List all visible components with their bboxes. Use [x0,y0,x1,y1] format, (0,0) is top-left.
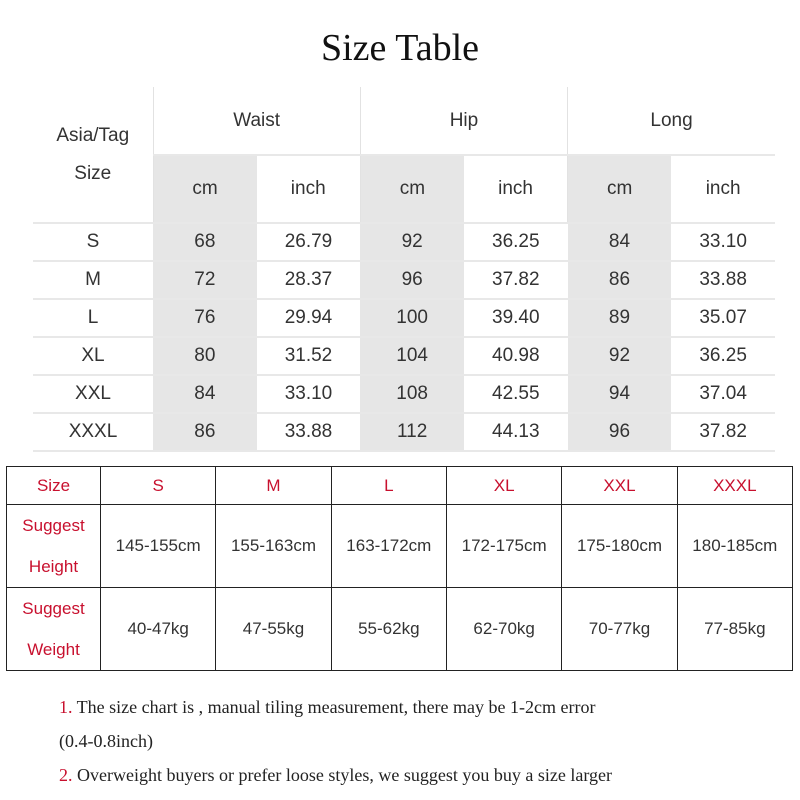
unit-header: cm [360,155,464,223]
unit-header: inch [257,155,361,223]
value-cell: 37.82 [464,261,568,299]
size-cell: XL [446,467,561,505]
label-line: Suggest [22,516,85,535]
size-cell: S [33,223,153,261]
unit-header: cm [153,155,257,223]
size-cell: XL [33,337,153,375]
label-line: Suggest [22,599,85,618]
table-row [33,413,775,451]
value-cell: 28.37 [257,261,361,299]
suggestion-table [6,466,793,671]
table-row [33,223,775,261]
value-cell: 80 [153,337,257,375]
value-cell: 36.25 [671,337,775,375]
note-number: 1. [59,697,73,717]
group-header: Hip [360,87,567,155]
value-cell: 31.52 [257,337,361,375]
value-cell: 40.98 [464,337,568,375]
size-cell: L [331,467,446,505]
value-cell: 72 [153,261,257,299]
corner-line: Size [74,162,112,184]
value-cell: 33.10 [671,223,775,261]
value-cell: 39.40 [464,299,568,337]
value-cell: 104 [360,337,464,375]
group-header: Long [568,87,775,155]
value-cell: 86 [153,413,257,451]
measurement-table [33,87,775,452]
value-cell: 89 [568,299,672,337]
value-cell: 33.88 [257,413,361,451]
value-cell: 42.55 [464,375,568,413]
size-cell: XXL [33,375,153,413]
value-cell: 92 [360,223,464,261]
table-row [33,261,775,299]
size-cell: XXL [562,467,677,505]
weight-cell: 77-85kg [677,588,792,671]
value-cell: 96 [360,261,464,299]
unit-header: inch [464,155,568,223]
value-cell: 37.82 [671,413,775,451]
label-line: Weight [27,640,80,659]
note-2 [59,758,612,792]
height-cell: 175-180cm [562,505,677,588]
value-cell: 33.88 [671,261,775,299]
weight-cell: 40-47kg [101,588,216,671]
value-cell: 26.79 [257,223,361,261]
weight-cell: 70-77kg [562,588,677,671]
value-cell: 35.07 [671,299,775,337]
value-cell: 84 [568,223,672,261]
value-cell: 29.94 [257,299,361,337]
value-cell: 33.10 [257,375,361,413]
value-cell: 100 [360,299,464,337]
note-1 [59,690,612,724]
size-label: Size [7,467,101,505]
size-cell: XXXL [677,467,792,505]
notes [59,690,612,792]
value-cell: 36.25 [464,223,568,261]
height-cell: 172-175cm [446,505,561,588]
value-cell: 68 [153,223,257,261]
table-row [33,375,775,413]
table-row [33,337,775,375]
label-line: Height [28,557,79,576]
value-cell: 94 [568,375,672,413]
value-cell: 84 [153,375,257,413]
corner-line: Asia/Tag [56,124,130,146]
weight-cell: 62-70kg [446,588,561,671]
height-cell: 180-185cm [677,505,792,588]
weight-cell: 47-55kg [216,588,331,671]
value-cell: 108 [360,375,464,413]
height-cell: 163-172cm [331,505,446,588]
size-cell: M [33,261,153,299]
unit-header: cm [568,155,672,223]
corner-header [33,87,153,223]
value-cell: 37.04 [671,375,775,413]
size-cell: M [216,467,331,505]
size-cell: L [33,299,153,337]
value-cell: 96 [568,413,672,451]
page-title: Size Table [320,27,480,69]
unit-header: inch [671,155,775,223]
weight-label [7,588,101,671]
value-cell: 44.13 [464,413,568,451]
weight-cell: 55-62kg [331,588,446,671]
value-cell: 92 [568,337,672,375]
size-cell: S [101,467,216,505]
value-cell: 76 [153,299,257,337]
height-label [7,505,101,588]
group-header: Waist [153,87,360,155]
value-cell: 112 [360,413,464,451]
note-number: 2. [59,765,73,785]
note-text: Overweight buyers or prefer loose styles, we suggest you buy a size larger [72,765,613,785]
size-cell: XXXL [33,413,153,451]
note-text: The size chart is , manual tiling measurement, there may be 1-2cm error [72,697,596,717]
table-row [33,299,775,337]
value-cell: 86 [568,261,672,299]
height-cell: 155-163cm [216,505,331,588]
height-cell: 145-155cm [101,505,216,588]
note-text-continued: (0.4-0.8inch) [59,731,153,751]
